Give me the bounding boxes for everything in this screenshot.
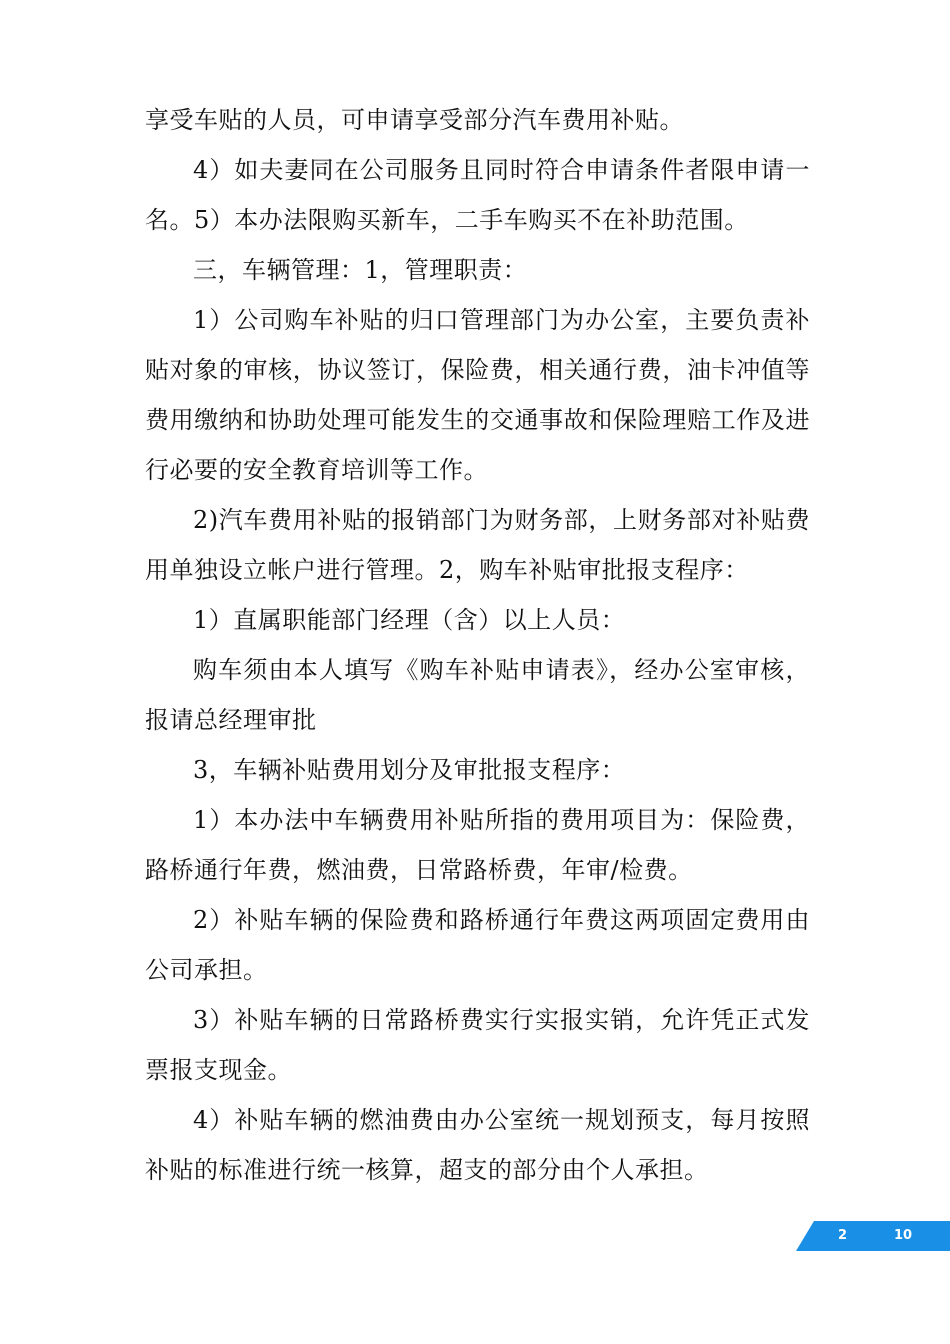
paragraph-6: 1）直属职能部门经理（含）以上人员：	[193, 606, 626, 634]
total-pages-number: 10	[894, 1228, 913, 1243]
paragraph-7: 购车须由本人填写《购车补贴申请表》，经办公室审核，报请总经理审批	[145, 656, 810, 734]
paragraph-3: 三，车辆管理：1，管理职责：	[193, 256, 528, 284]
paragraph-10: 2）补贴车辆的保险费和路桥通行年费这两项固定费用由公司承担。	[145, 906, 810, 984]
page-badge-shape	[796, 1221, 950, 1251]
page-number-footer	[796, 1221, 950, 1251]
paragraph-4: 1）公司购车补贴的归口管理部门为办公室，主要负责补贴对象的审核，协议签订，保险费，相关通行费，油卡冲值等费用缴纳和协助处理可能发生的交通事故和保险理赔工作及进行必要的安全教育培训等工作。	[145, 306, 810, 484]
paragraph-1: 享受车贴的人员，可申请享受部分汽车费用补贴。	[145, 106, 684, 134]
paragraph-8: 3，车辆补贴费用划分及审批报支程序：	[193, 756, 626, 784]
paragraph-11: 3）补贴车辆的日常路桥费实行实报实销，允许凭正式发票报支现金。	[145, 1006, 810, 1084]
current-page-number: 2	[838, 1228, 848, 1243]
paragraph-2: 4）如夫妻同在公司服务且同时符合申请条件者限申请一名。5）本办法限购买新车，二手车购买不在补助范围。	[145, 156, 810, 234]
document-body	[145, 95, 810, 1195]
paragraph-5: 2)汽车费用补贴的报销部门为财务部，上财务部对补贴费用单独设立帐户进行管理。2，购车补贴审批报支程序：	[145, 506, 810, 584]
paragraph-9: 1）本办法中车辆费用补贴所指的费用项目为：保险费，路桥通行年费，燃油费，日常路桥费，年审/检费。	[145, 806, 810, 884]
paragraph-12: 4）补贴车辆的燃油费由办公室统一规划预支，每月按照补贴的标准进行统一核算，超支的部分由个人承担。	[145, 1106, 810, 1184]
